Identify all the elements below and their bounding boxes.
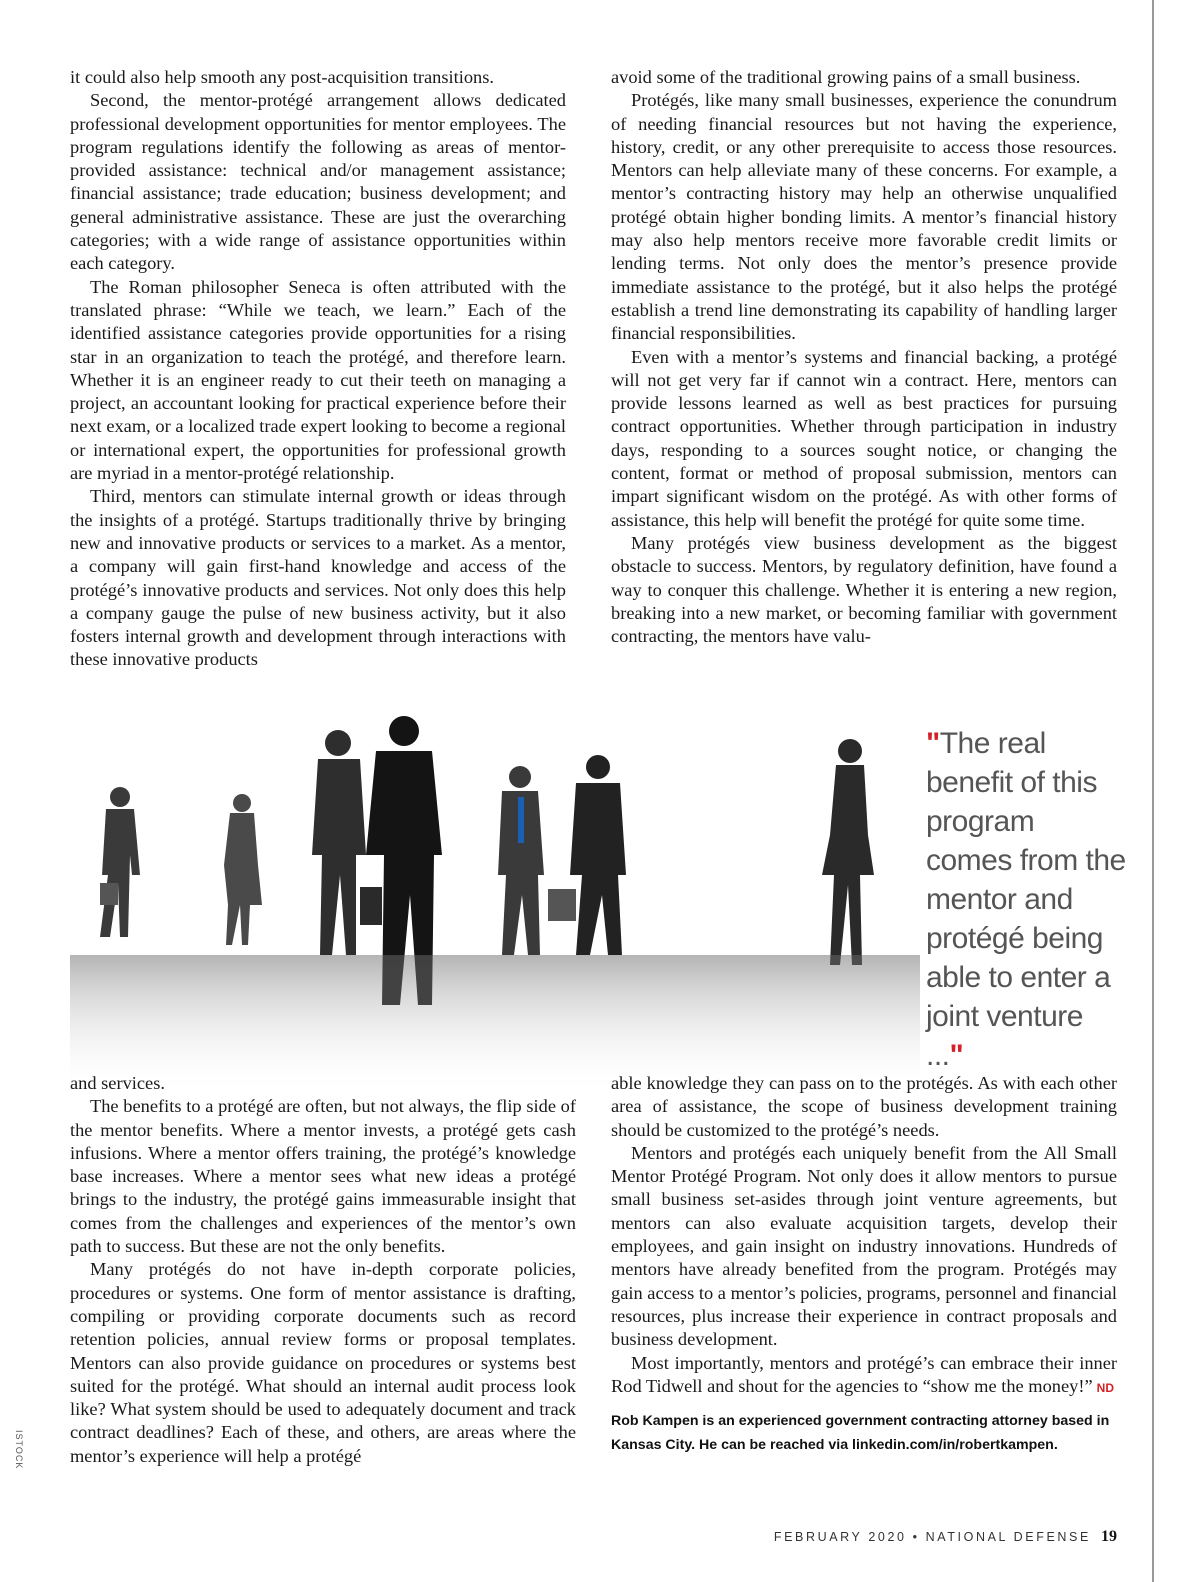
paragraph: avoid some of the traditional growing pains of a small business.: [611, 67, 1081, 87]
paragraph: Many protégés do not have in-depth corporate policies, procedures or systems. One form of mentor assistance is drafting, compiling or providing corporate documents such as record retention policies, annual review forms or proposal templates. Mentors can also provide guidance on procedures or systems best suited for the protégé. What should an internal audit process look like? What system should be used to adequately document and track contract deadlines? Each of these, and others, are areas where the mentor’s experience will help a protégé: [70, 1259, 576, 1466]
paragraph: The benefits to a protégé are often, but not always, the flip side of the mentor benefits. Where a mentor invests, a protégé gets cash infusions. Where a mentor offers training, the protégé’s knowledge base increases. Where a mentor sees what new ideas a protégé brings to the industry, the protégé gains immeasurable insight that comes from the challenges and experiences of the mentor’s own path to success. But these are not the only benefits.: [70, 1096, 576, 1257]
paragraph-final: [611, 1352, 1117, 1401]
photo-credit: ISTOCK: [14, 1430, 24, 1470]
paragraph: Protégés, like many small businesses, experience the conundrum of needing financial resources but not having the experience, history, credit, or any other prerequisite to access those resources. Mentors can help alleviate many of these concerns. For example, a mentor’s contracting history may help an otherwise unqualified protégé obtain higher bonding limits. A mentor’s financial history may also help mentors receive more favorable credit limits or lending terms. Not only does the mentor’s presence provide immediate assistance to the protégé, but it also helps the protégé establish a trend line demonstrating its capability of handling larger financial responsibilities.: [611, 90, 1117, 344]
business-people-silhouette-photo: [70, 705, 920, 1095]
article-column-left-bottom: [70, 1072, 576, 1468]
paragraph: The Roman philosopher Seneca is often attributed with the translated phrase: “While we teach, we learn.” Each of the identified assistance categories provide opportunities for a rising star in an organization to teach the protégé, and therefore learn. Whether it is an engineer ready to cut their teeth on managing a project, an accountant looking for practical experience before their next exam, or a localized trade expert looking to become a regional or international expert, the opportunities for professional growth are myriad in a mentor-protégé relationship.: [70, 276, 566, 484]
paragraph: able knowledge they can pass on to the protégés. As with each other area of assistance, the scope of business development training should be customized to the protégé’s needs.: [611, 1073, 1117, 1140]
author-bio: Rob Kampen is an experienced government contracting attorney based in Kansas City. He can be reached via linkedin.com/in/robertkampen.: [611, 1413, 1110, 1453]
paragraph: Second, the mentor-protégé arrangement allows dedicated professional development opportunities for mentor employees. The program regulations identify the following as areas of mentor-provided assistance: technical and/or management assistance; financial assistance; trade education; business development; and general administrative assistance. These are just the overarching categories; with a wide range of assistance opportunities within each category.: [70, 90, 566, 274]
paragraph: it could also help smooth any post-acquisition transitions.: [70, 67, 494, 87]
pull-quote-text: The real benefit of this program comes from the mentor and protégé being able to enter a joint venture ...: [926, 727, 1126, 1072]
end-mark: ND: [1096, 1380, 1114, 1395]
page-edge-line: [1152, 0, 1154, 1582]
article-column-right-top: [611, 66, 1117, 648]
paragraph: Even with a mentor’s systems and financial backing, a protégé will not get very far if cannot win a contract. Here, mentors can provide lessons learned as well as best practices for pursuing contract opportunities. Whether through participation in industry days, responding to a sources sought notice, or changing the content, format or method of proposal submission, mentors can impart significant wisdom on the protégé. As with other forms of assistance, this help will benefit the protégé for quite some time.: [611, 346, 1117, 530]
paragraph: Third, mentors can stimulate internal growth or ideas through the insights of a protégé. Startups traditionally thrive by bringing new and innovative products or services to a market. As a mentor, a company will gain first-hand knowledge and access of the protégé’s innovative products and services. Not only does this help a company gauge the pulse of new business activity, but it also fosters internal growth and development through interactions with these innovative products: [70, 486, 566, 670]
pull-quote-open-mark: ": [926, 727, 940, 760]
article-column-right-bottom: [611, 1072, 1117, 1400]
page-number: 19: [1101, 1528, 1117, 1545]
page-footer: [774, 1528, 1117, 1546]
pull-quote-close-mark: ": [949, 1039, 964, 1072]
paragraph: and services.: [70, 1073, 165, 1093]
article-column-left-top: [70, 66, 566, 672]
paragraph: Many protégés view business development as the biggest obstacle to success. Mentors, by regulatory definition, have found a way to conquer this challenge. Whether it is entering a new region, breaking into a new market, or becoming familiar with government contracting, the mentors have valu-: [611, 532, 1117, 647]
pull-quote: [926, 724, 1126, 1075]
paragraph-final-text: Most importantly, mentors and protégé’s can embrace their inner Rod Tidwell and shout for the agencies to “show me the money!”: [611, 1352, 1117, 1396]
footer-issue: FEBRUARY 2020 • NATIONAL DEFENSE: [773, 1530, 1091, 1544]
paragraph: Mentors and protégés each uniquely benefit from the All Small Mentor Protégé Program. Not only does it allow mentors to pursue small business set-asides through joint venture agreements, but mentors can also evaluate acquisition targets, develop their employees, and gain insight on industry innovations. Hundreds of mentors have already benefited from the program. Protégés may gain access to a mentor’s policies, programs, personnel and financial resources, plus increase their experience in contract proposals and business development.: [611, 1142, 1117, 1350]
